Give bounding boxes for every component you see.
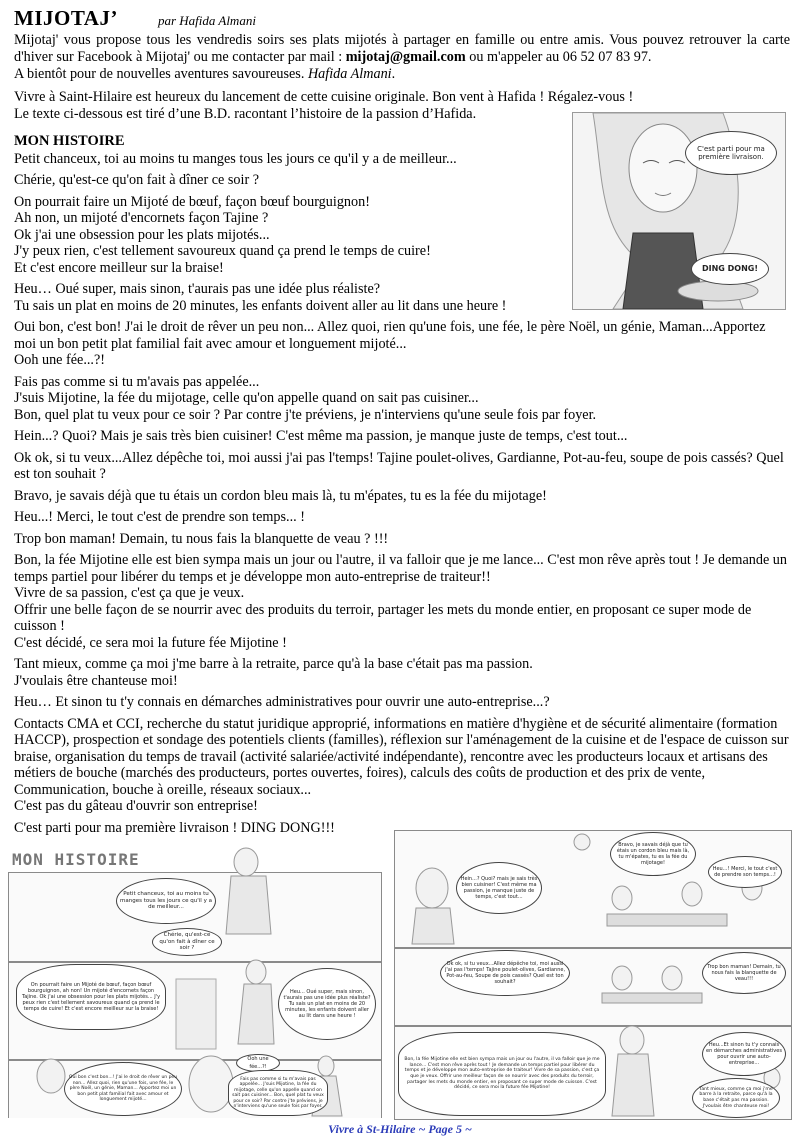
intro-closing-end: . bbox=[391, 66, 396, 82]
intro-text: Mijotaj' vous propose tous les vendredis soirs ses plats mijotés à partager en famille ou entre amis. Vous pouvez retrouver la carte d'hiver sur Facebook à Mijotaj' ou me contacter par mail : bbox=[14, 32, 790, 65]
editorial-note-line-1: Vivre à Saint-Hilaire est heureux du lancement de cette cuisine originale. Bon vent à Hafida ! Régalez-vous ! bbox=[14, 89, 634, 105]
story-paragraph: Hein...? Quoi? Mais je sais très bien cuisiner! C'est même ma passion, je manque juste de temps, c'est tout... bbox=[14, 428, 628, 444]
story-paragraph: On pourrait faire un Mijoté de bœuf, façon bœuf bourguignon! Ah non, un mijoté d'encornets façon Tajine ? Ok j'ai une obsession pour les plats mijotés... J'y peux rien, c'est tellement savoureux quand ça prend le temps de cuire! Et c'est encore meilleur sur la braise! bbox=[14, 193, 431, 276]
speech-bubble: Ooh une fée...?! bbox=[236, 1054, 280, 1072]
speech-bubble: Bravo, je savais déjà que tu étais un cordon bleu mais là, tu m'épates, tu es la fée du mijotage! bbox=[610, 832, 696, 876]
story-paragraph: Petit chanceux, toi au moins tu manges tous les jours ce qu'il y a de meilleur... bbox=[14, 150, 457, 167]
speech-bubble: Oui bon c'est bon...! J'ai le droit de rêver un peu non... Allez quoi, rien qu'une fois, une fée, le père Noël, un génie, Maman... Apportez moi un bon petit plat familial fait avec amour et longuement mijoté... bbox=[64, 1062, 182, 1116]
speech-bubble: Heu...Et sinon tu t'y connais en démarches administratives pour ouvrir une auto-entreprise... bbox=[702, 1032, 786, 1076]
comic-title: MON HISTOIRE bbox=[12, 850, 140, 869]
page-footer: Vivre à St-Hilaire ~ Page 5 ~ bbox=[328, 1122, 472, 1136]
intro-paragraph bbox=[14, 32, 790, 83]
story-paragraph: Tant mieux, comme ça moi j'me barre à la retraite, parce qu'à la base c'était pas ma passion. J'voulais être chanteuse moi! bbox=[14, 656, 533, 689]
comic-strip-left bbox=[6, 844, 382, 1118]
story-paragraph: Heu...! Merci, le tout c'est de prendre son temps... ! bbox=[14, 509, 305, 525]
speech-bubble: Bon, la fée Mijotine elle est bien sympa mais un jour ou l'autre, il va falloir que je me lance... C'est mon rêve après tout ! Je demande un temps partiel pour libérer du temps et je développe mon auto-entreprise de traiteur! Vivre de sa passion, c'est ça que je veux. Offrir une meilleur façon de se nourrir avec des produits du terroir, partager les mets du monde entier, en proposant ce super mode de cuisson. C'est décidé, ce sera moi la future fée Mijotine! bbox=[398, 1032, 606, 1116]
speech-bubble: Petit chanceux, toi au moins tu manges tous les jours ce qu'il y a de meilleur... bbox=[116, 878, 216, 924]
speech-bubble: Chérie, qu'est-ce qu'on fait à dîner ce soir ? bbox=[152, 928, 222, 956]
speech-bubble: DING DONG! bbox=[691, 253, 769, 285]
intro-closing: A bientôt pour de nouvelles aventures savoureuses. bbox=[14, 66, 308, 82]
speech-bubble: Heu...! Merci, le tout c'est de prendre son temps...! bbox=[708, 856, 782, 888]
story-paragraph: Bon, la fée Mijotine elle est bien sympa mais un jour ou l'autre, il va falloir que je me lance... C'est mon rêve après tout ! Je demande un temps partiel pour libérer du temps et je développe mon auto-entreprise de traiteur!! Vivre de sa passion, c'est ça que je veux. Offrir une belle façon de se nourrir avec des produits du terroir, partager les mets du monde entier, en proposant ce super mode de cuisson ! C'est décidé, ce sera moi la future fée Mijotine ! bbox=[14, 552, 787, 651]
speech-bubble: Ok ok, si tu veux...Allez dépêche toi, moi aussi j'ai pas l'temps! Tajine poulet-olives, Gardianne, Pot-au-feu, Soupe de pois cassés? Quel est ton souhait? bbox=[440, 950, 570, 996]
story-paragraph: Bravo, je savais déjà que tu étais un cordon bleu mais là, tu m'épates, tu es la fée du mijotage! bbox=[14, 487, 547, 504]
story-heading: MON HISTOIRE bbox=[14, 133, 125, 149]
editorial-note-line-2: Le texte ci-dessous est tiré d’une B.D. racontant l’histoire de la passion d’Hafida. bbox=[14, 106, 477, 122]
contact-email[interactable]: mijotaj@gmail.com bbox=[345, 49, 466, 65]
speech-bubble: Heu... Oué super, mais sinon, t'aurais pas une idée plus réaliste? Tu sais un plat en moins de 20 minutes, les enfants doivent aller au lit dans une heure ! bbox=[278, 968, 376, 1040]
speech-bubble: Trop bon maman! Demain, tu nous fais la blanquette de veau!!! bbox=[702, 952, 786, 994]
story-paragraph: C'est parti pour ma première livraison ! DING DONG!!! bbox=[14, 819, 335, 836]
intro-phone-text: ou m'appeler au 06 52 07 83 97. bbox=[465, 49, 652, 65]
speech-bubble: Fais pas comme si tu m'avais pas appelée... J'suis Mijotine, la fée du mijotage, celle qu'on appelle quand on sait pas cuisiner... Bon, quel plat tu veux pour ce soir? Par contre j'te préviens, je n'interviens qu'une seule fois par foyer. bbox=[228, 1070, 328, 1116]
speech-bubble: Hein...? Quoi? mais je sais très bien cuisiner! C'est même ma passion, je manque juste de temps, c'est tout... bbox=[456, 862, 542, 914]
story-paragraph: Ok ok, si tu veux...Allez dépêche toi, moi aussi j'ai pas l'temps! Tajine poulet-olives, Gardianne, Pot-au-feu, soupe de pois cassés? Quel est ton souhait ? bbox=[14, 449, 784, 482]
speech-bubble: On pourrait faire un Mijoté de bœuf, façon bœuf bourguignon, ah non! Un mijoté d'encornets façon Tajine. Ok j'ai une obsession pour les plats mijotés... J'y peux rien c'est tellement savoureux quand ça prend le temps de cuire! Et c'est encore meilleur sur la braise! bbox=[16, 964, 166, 1030]
comic-panel-delivery bbox=[572, 112, 786, 310]
story-paragraph: Heu… Et sinon tu t'y connais en démarches administratives pour ouvrir une auto-entreprise...? bbox=[14, 694, 550, 710]
author-signature: Hafida Almani bbox=[307, 66, 392, 82]
article-byline: par Hafida Almani bbox=[157, 13, 256, 28]
article-header bbox=[14, 6, 790, 123]
story-paragraph: Heu… Oué super, mais sinon, t'aurais pas une idée plus réaliste? Tu sais un plat en moins de 20 minutes, les enfants doivent aller au lit dans une heure ! bbox=[14, 281, 507, 314]
speech-bubble: Tant mieux, comme ça moi j'me barre à la retraite, parce qu'à la base c'était pas ma passion. J'voulais être chanteuse moi! bbox=[692, 1078, 780, 1118]
story-paragraph: Trop bon maman! Demain, tu nous fais la blanquette de veau ? !!! bbox=[14, 530, 389, 547]
comic-strip-right bbox=[392, 828, 792, 1120]
story-paragraph: Contacts CMA et CCI, recherche du statut juridique approprié, informations en matière d'hygiène et de sécurité alimentaire (formation HACCP), prospection et sondage des potentiels clients (familles), réflexion sur l'aménagement de la cuisine et de l'espace de cuisson sur braise, organisation du temps de travail (activité salariée/activité indépendante), rencontre avec les producteurs locaux et artisans des métiers de bouche (marchés des producteurs, portes ouvertes, foires), calculs des coûts de production et des prix de vente, Communication, bouche à oreille, réseaux sociaux... C'est pas du gâteau d'ouvrir son entreprise! bbox=[14, 715, 789, 814]
article-title: MIJOTAJ’ bbox=[14, 6, 118, 30]
story-paragraph: Fais pas comme si tu m'avais pas appelée... J'suis Mijotine, la fée du mijotage, celle qu'on appelle quand on sait pas cuisiner... Bon, quel plat tu veux pour ce soir ? Par contre j'te préviens, je n'interviens qu'une seule fois par foyer. bbox=[14, 373, 597, 423]
speech-bubble: C'est parti pour ma première livraison. bbox=[685, 131, 777, 175]
story-paragraph: Oui bon, c'est bon! J'ai le droit de rêver un peu non... Allez quoi, rien qu'une fois, une fée, le père Noël, un génie, Maman...Apportez moi un bon petit plat familial fait avec amour et longuement mijoté... Ooh une fée...?! bbox=[14, 319, 766, 368]
story-paragraph: Chérie, qu'est-ce qu'on fait à dîner ce soir ? bbox=[14, 172, 260, 188]
